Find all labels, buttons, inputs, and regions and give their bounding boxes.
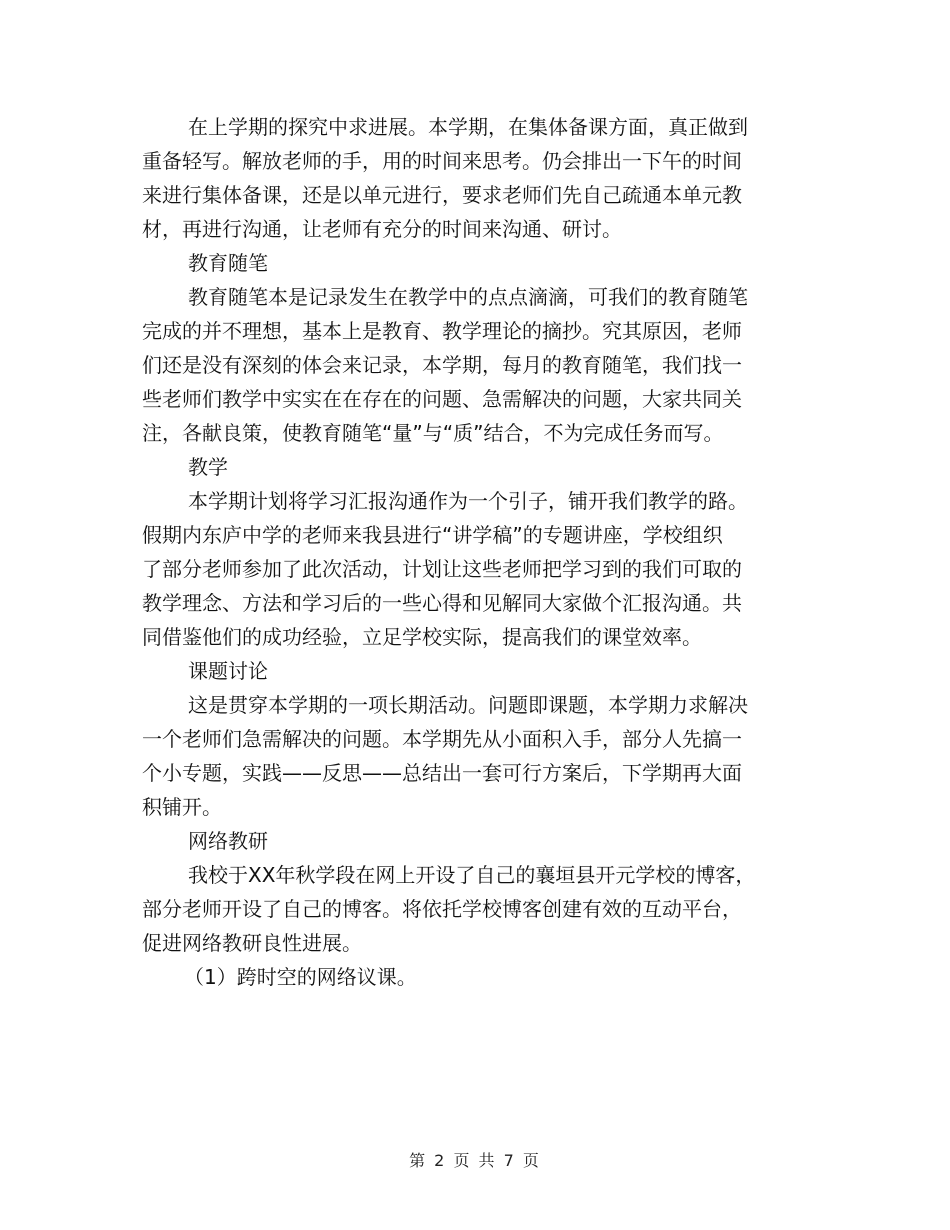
text-line: 些老师们教学中实实在在存在的问题、急需解决的问题，大家共同关 — [142, 387, 742, 411]
text-line: 注，各献良策，使教育随笔“量”与“质”结合，不为完成任务而写。 — [142, 421, 724, 445]
text-line: 我校于XX年秋学段在网上开设了自己的襄垣县开元学校的博客， — [188, 863, 756, 887]
text-line: 积铺开。 — [142, 795, 222, 819]
paragraph-collective-lesson-prep — [142, 110, 812, 246]
paragraph-teaching — [142, 484, 812, 654]
text-line: 部分老师开设了自己的博客。将依托学校博客创建有效的互动平台， — [142, 897, 742, 921]
paragraph-online-research — [142, 858, 812, 960]
section-heading-teaching: 教学 — [188, 455, 228, 479]
text-line: 同借鉴他们的成功经验，立足学校实际，提高我们的课堂效率。 — [142, 625, 702, 649]
section-heading-education-essay: 教育随笔 — [188, 251, 268, 275]
text-line: 一个老师们急需解决的问题。本学期先从小面积入手，部分人先搞一 — [142, 727, 742, 751]
text-line: 了部分老师参加了此次活动，计划让这些老师把学习到的我们可取的 — [142, 557, 742, 581]
section-heading-research-topic: 课题讨论 — [188, 659, 268, 683]
text-line: 个小专题，实践——反思——总结出一套可行方案后，下学期再大面 — [142, 761, 742, 785]
document-body — [142, 110, 812, 994]
list-item-online-lesson-review: （1）跨时空的网络议课。 — [184, 965, 417, 989]
text-line: 重备轻写。解放老师的手，用的时间来思考。仍会排出一下午的时间 — [142, 149, 742, 173]
paragraph-education-essay — [142, 280, 812, 450]
paragraph-research-topic — [142, 688, 812, 824]
text-line: 们还是没有深刻的体会来记录，本学期，每月的教育随笔，我们找一 — [142, 353, 742, 377]
text-line: 来进行集体备课，还是以单元进行，要求老师们先自己疏通本单元教 — [142, 183, 742, 207]
section-heading-online-research: 网络教研 — [188, 829, 268, 853]
text-line: 教育随笔本是记录发生在教学中的点点滴滴，可我们的教育随笔 — [188, 285, 748, 309]
page-number-footer: 第 2 页 共 7 页 — [409, 1151, 541, 1170]
text-line: 在上学期的探究中求进展。本学期，在集体备课方面，真正做到 — [188, 115, 748, 139]
text-line: 这是贯穿本学期的一项长期活动。问题即课题，本学期力求解决 — [188, 693, 748, 717]
text-line: 完成的并不理想，基本上是教育、教学理论的摘抄。究其原因，老师 — [142, 319, 742, 343]
text-line: 假期内东庐中学的老师来我县进行“讲学稿”的专题讲座，学校组织 — [142, 523, 723, 547]
text-line: 材，再进行沟通，让老师有充分的时间来沟通、研讨。 — [142, 217, 622, 241]
text-line: 本学期计划将学习汇报沟通作为一个引子，铺开我们教学的路。 — [188, 489, 748, 513]
text-line: 教学理念、方法和学习后的一些心得和见解同大家做个汇报沟通。共 — [142, 591, 742, 615]
text-line: 促进网络教研良性进展。 — [142, 931, 362, 955]
